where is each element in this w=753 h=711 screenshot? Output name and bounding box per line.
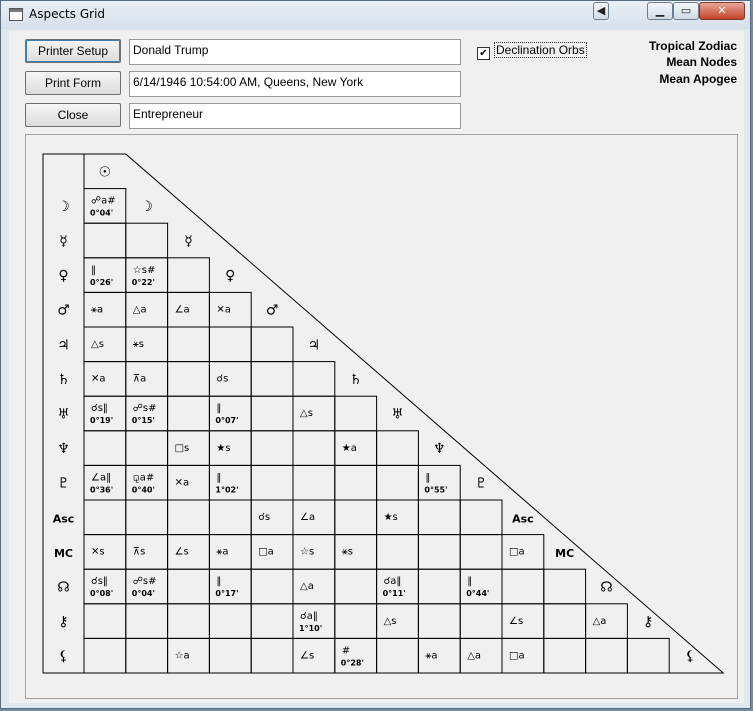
grid-cell xyxy=(168,396,210,431)
aspect-orb: 0°17' xyxy=(215,589,239,599)
close-window-button[interactable] xyxy=(699,2,745,20)
aspect-symbol: ☌s xyxy=(258,512,271,523)
grid-cell xyxy=(544,638,586,673)
aspect-symbol: △a xyxy=(300,581,314,593)
diag-label-north-node: ☊ xyxy=(600,579,613,596)
aspect-symbol: ∠a xyxy=(300,512,316,523)
row-label-neptune: ♆ xyxy=(57,441,70,458)
aspect-orb: 0°04' xyxy=(90,208,114,218)
row-label-uranus: ♅ xyxy=(57,406,70,423)
aspect-symbol: ★a xyxy=(341,442,357,454)
aspects-grid xyxy=(26,135,737,698)
grid-cell xyxy=(168,500,210,535)
declination-orbs-checkbox[interactable] xyxy=(477,43,587,60)
row-label-pluto: ♇ xyxy=(57,475,70,492)
title-bar[interactable] xyxy=(1,1,750,29)
aspect-symbol: ✕a xyxy=(174,477,190,489)
aspect-symbol: ∠a xyxy=(174,304,190,316)
aspect-orb: 0°22' xyxy=(131,277,155,287)
aspect-symbol: ‖ xyxy=(467,576,473,588)
aspect-orb: 0°28' xyxy=(340,658,364,668)
grid-cell xyxy=(126,638,168,673)
occupation-field[interactable]: Entrepreneur xyxy=(129,103,461,129)
aspect-symbol: ∠a‖ xyxy=(91,472,112,484)
checkbox-checked-icon[interactable]: ✔ xyxy=(477,47,490,60)
grid-cell xyxy=(460,500,502,535)
grid-cell xyxy=(84,431,126,466)
row-label-asc: Asc xyxy=(52,512,75,526)
grid-cell xyxy=(418,500,460,535)
aspect-symbol: ☌s xyxy=(216,373,229,385)
row-label-venus: ♀ xyxy=(58,268,69,285)
minimize-icon: ▁ xyxy=(655,4,665,17)
diag-label-uranus: ♅ xyxy=(391,406,404,423)
grid-cell xyxy=(126,431,168,466)
zodiac-option-label: Tropical Zodiac xyxy=(648,39,737,53)
aspect-symbol: ☆s# xyxy=(132,264,156,276)
aspect-orb: 0°11' xyxy=(382,589,406,599)
aspect-symbol: ‖ xyxy=(425,472,431,484)
diag-label-venus: ♀ xyxy=(225,268,236,285)
grid-cell xyxy=(251,465,293,500)
grid-cell xyxy=(335,465,377,500)
chevron-left-icon: ◀ xyxy=(596,4,606,17)
grid-cell xyxy=(251,431,293,466)
aspect-symbol: ☌s‖ xyxy=(91,403,108,415)
aspect-orb: 0°07' xyxy=(215,416,239,426)
aspect-orb: 0°26' xyxy=(90,277,114,287)
grid-cell xyxy=(168,258,210,293)
aspect-symbol: ☌s‖ xyxy=(91,576,108,588)
grid-cell xyxy=(168,327,210,362)
aspect-orb: 1°02' xyxy=(215,485,239,495)
grid-cell xyxy=(251,569,293,604)
row-label-mars: ♂ xyxy=(57,302,70,319)
aspect-symbol: □s xyxy=(174,442,190,454)
grid-cell xyxy=(84,638,126,673)
aspect-orb: 0°44' xyxy=(466,589,490,599)
aspect-symbol: ⚼a# xyxy=(132,472,155,484)
grid-cell xyxy=(544,569,586,604)
grid-cell xyxy=(251,604,293,639)
diag-label-sun: ☉ xyxy=(98,164,112,181)
aspect-symbol: ☆s xyxy=(300,546,315,558)
grid-cell xyxy=(418,535,460,570)
window-title: Aspects Grid xyxy=(29,7,106,21)
grid-cell xyxy=(502,569,544,604)
row-label-moon: ☽ xyxy=(57,198,70,215)
diag-label-mc: MC xyxy=(555,546,575,560)
grid-cell xyxy=(293,362,335,397)
aspect-symbol: ⚹a xyxy=(216,546,229,558)
datetime-location-field[interactable]: 6/14/1946 10:54:00 AM, Queens, New York xyxy=(129,71,461,97)
grid-cell xyxy=(418,569,460,604)
grid-cell xyxy=(251,638,293,673)
grid-cell xyxy=(335,396,377,431)
aspect-symbol: ∠s xyxy=(300,650,315,662)
grid-cell xyxy=(251,362,293,397)
declination-orbs-label: Declination Orbs xyxy=(496,43,585,57)
grid-cell xyxy=(460,604,502,639)
aspect-symbol: ☌a‖ xyxy=(300,610,318,622)
grid-cell xyxy=(168,569,210,604)
diag-label-asc: Asc xyxy=(512,512,534,526)
aspect-symbol: ‖ xyxy=(216,403,222,415)
diag-label-jupiter: ♃ xyxy=(307,337,321,354)
aspect-symbol: ☍s# xyxy=(132,576,157,588)
aspect-symbol: ‖ xyxy=(91,264,96,276)
row-label-mercury: ☿ xyxy=(59,233,68,250)
grid-cell xyxy=(84,223,126,258)
row-label-saturn: ♄ xyxy=(57,371,70,388)
grid-cell xyxy=(335,604,377,639)
aspect-symbol: ⚹s xyxy=(132,339,145,350)
aspect-symbol: ☍a# xyxy=(91,195,116,207)
close-button[interactable]: Close xyxy=(25,103,121,127)
aspect-symbol: △a xyxy=(467,650,482,662)
aspect-symbol: □a xyxy=(258,546,274,558)
aspect-orb: 0°04' xyxy=(131,589,155,599)
grid-cell xyxy=(209,604,251,639)
maximize-icon: ▭ xyxy=(680,4,692,17)
aspect-symbol: △s xyxy=(383,615,397,627)
aspect-symbol: ⚹a xyxy=(91,304,104,316)
grid-cell xyxy=(168,604,210,639)
row-label-chiron: ⚷ xyxy=(58,614,69,631)
apogee-option-label: Mean Apogee xyxy=(659,72,737,86)
back-arrow-button[interactable] xyxy=(593,2,609,20)
aspect-symbol: ✕a xyxy=(216,304,231,316)
aspect-symbol: ∠s xyxy=(509,615,524,627)
printer-setup-button[interactable]: Printer Setup xyxy=(25,39,121,63)
app-window-icon xyxy=(9,8,23,21)
grid-cell xyxy=(209,500,251,535)
grid-cell xyxy=(84,500,126,535)
diag-label-neptune: ♆ xyxy=(433,441,446,458)
aspect-symbol: ∠s xyxy=(174,546,189,558)
aspect-symbol: ⊼s xyxy=(132,546,146,558)
minimize-button[interactable] xyxy=(647,2,673,20)
aspect-symbol: ★s xyxy=(383,512,398,523)
aspect-symbol: ✕s xyxy=(91,546,105,558)
grid-cell xyxy=(251,396,293,431)
aspect-symbol: ‖ xyxy=(216,576,222,588)
diag-label-chiron: ⚷ xyxy=(643,614,654,631)
grid-cell xyxy=(209,327,251,362)
grid-cell xyxy=(168,362,210,397)
grid-cell xyxy=(335,500,377,535)
aspect-orb: 0°55' xyxy=(424,485,448,495)
diag-label-saturn: ♄ xyxy=(349,371,362,388)
aspects-grid-panel xyxy=(25,134,738,699)
aspect-symbol: ⊼a xyxy=(132,373,147,385)
aspect-symbol: ☍s# xyxy=(132,403,157,415)
diag-label-pluto: ♇ xyxy=(474,475,488,492)
grid-cell xyxy=(544,604,586,639)
aspect-symbol: ☆a xyxy=(174,650,190,662)
aspect-symbol: ‖ xyxy=(216,472,222,484)
row-label-mc: MC xyxy=(53,546,74,560)
aspect-symbol: # xyxy=(341,645,351,657)
grid-cell xyxy=(126,223,168,258)
aspect-symbol: △a xyxy=(132,304,147,316)
maximize-button[interactable] xyxy=(673,2,699,20)
diag-label-mercury: ☿ xyxy=(184,233,193,250)
row-label-lilith: ⚸ xyxy=(58,648,69,665)
aspect-orb: 0°19' xyxy=(90,416,114,426)
diag-label-moon: ☽ xyxy=(140,198,153,215)
grid-cell xyxy=(377,465,419,500)
aspect-symbol: △s xyxy=(91,339,104,350)
aspect-orb: 1°10' xyxy=(299,623,323,633)
grid-cell xyxy=(460,535,502,570)
grid-cell xyxy=(209,638,251,673)
diag-label-lilith: ⚸ xyxy=(684,648,696,665)
aspect-orb: 0°40' xyxy=(131,485,155,495)
grid-cell xyxy=(627,638,669,673)
grid-cell xyxy=(126,500,168,535)
row-label-north-node: ☊ xyxy=(57,579,70,596)
grid-cell xyxy=(377,535,419,570)
aspect-symbol: ⚹s xyxy=(341,546,354,558)
diag-label-mars: ♂ xyxy=(265,302,279,319)
grid-cell xyxy=(377,431,419,466)
aspect-orb: 0°36' xyxy=(90,485,114,495)
aspect-symbol: □a xyxy=(509,650,525,662)
aspect-symbol: ★s xyxy=(216,442,231,454)
aspect-symbol: △s xyxy=(300,408,313,420)
grid-cell xyxy=(418,604,460,639)
aspect-orb: 0°15' xyxy=(131,416,155,426)
grid-cell xyxy=(251,327,293,362)
grid-cell xyxy=(293,431,335,466)
row-label-jupiter: ♃ xyxy=(57,337,70,354)
grid-cell xyxy=(335,569,377,604)
aspect-symbol: ☌a‖ xyxy=(383,576,402,588)
close-icon: ✕ xyxy=(717,4,727,17)
aspect-symbol: ✕a xyxy=(91,373,106,385)
client-area xyxy=(9,31,744,703)
aspect-orb: 0°08' xyxy=(90,589,114,599)
grid-cell xyxy=(293,465,335,500)
grid-cell xyxy=(84,604,126,639)
nodes-option-label: Mean Nodes xyxy=(666,55,737,69)
aspect-symbol: △a xyxy=(592,615,607,627)
aspect-symbol: ⚹a xyxy=(425,650,438,662)
grid-cell xyxy=(377,638,419,673)
grid-cell xyxy=(126,604,168,639)
name-field[interactable]: Donald Trump xyxy=(129,39,461,65)
grid-cell xyxy=(586,638,628,673)
aspect-symbol: □a xyxy=(509,546,525,558)
print-form-button[interactable]: Print Form xyxy=(25,71,121,95)
